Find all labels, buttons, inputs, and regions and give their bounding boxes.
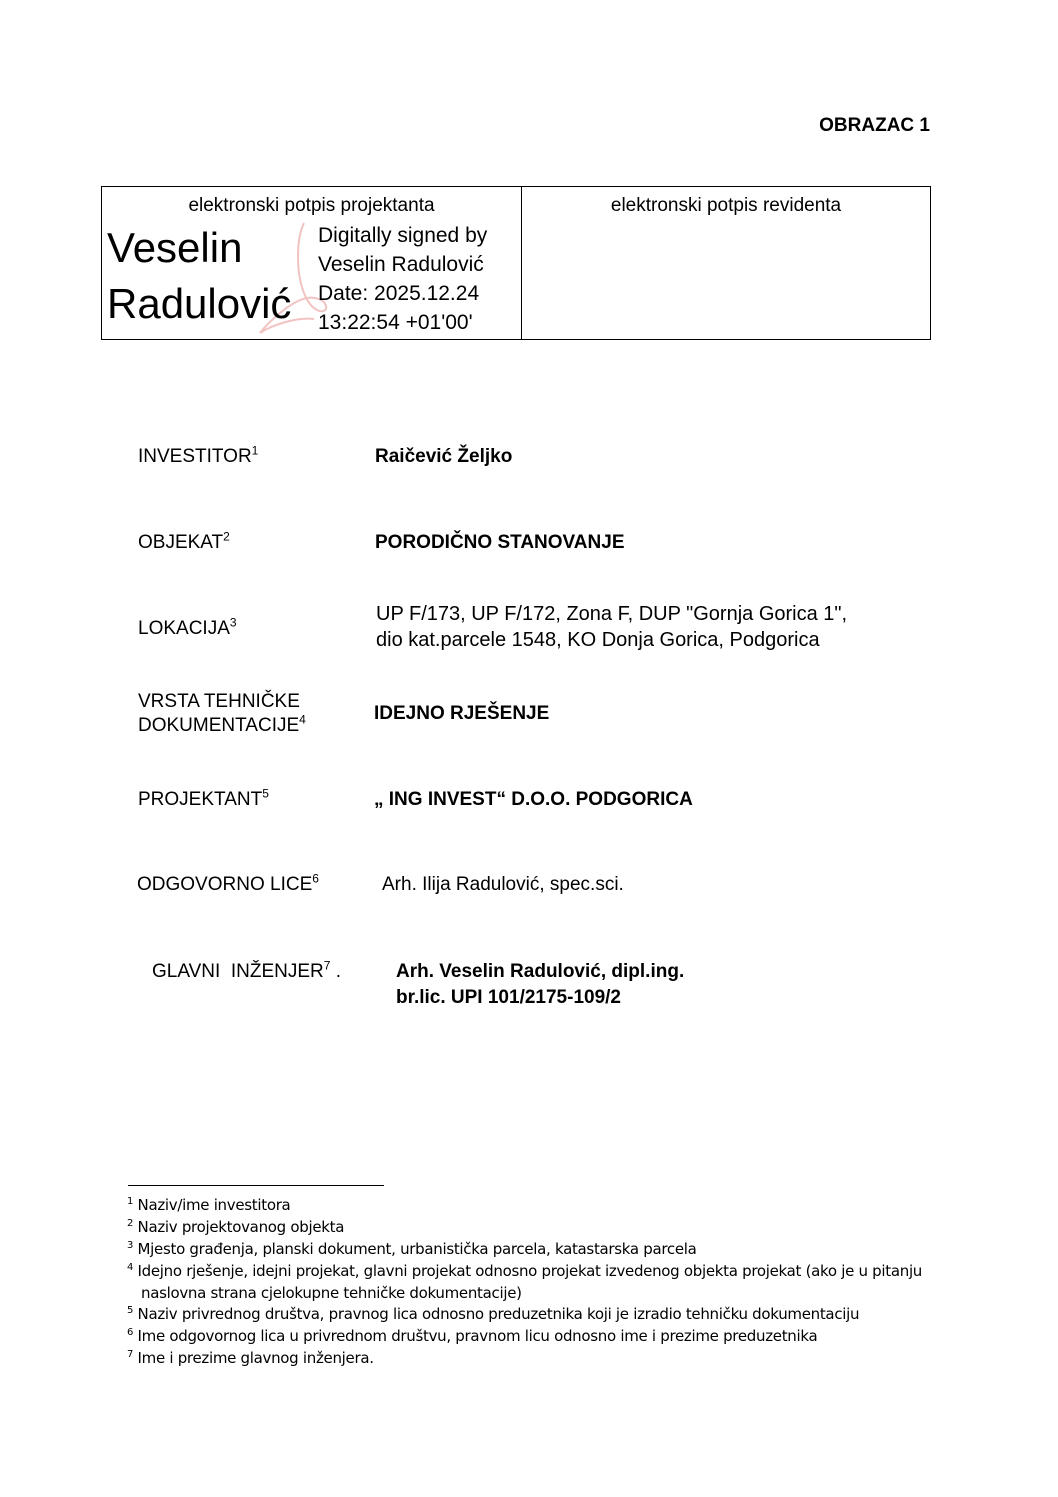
odgovorno-lice-label: ODGOVORNO LICE$^6$ xyxy=(137,871,319,895)
lokacija-label: LOKACIJA$^3$ xyxy=(138,615,237,639)
footnote-ref-7: 7 xyxy=(323,958,331,973)
signed-by-line1: Digitally signed by xyxy=(318,224,488,247)
footnote-2: $^2$ Naziv projektovanog objekta xyxy=(127,1218,345,1236)
signature-table xyxy=(101,186,931,340)
reviewer-signature-header: elektronski potpis revidenta xyxy=(610,195,842,216)
footnote-6: $^6$ Ime odgovornog lica u privrednom društvu, pravnom licu odnosno ime i prezime preduzetnika xyxy=(127,1327,818,1345)
footnote-ref-6: 6 xyxy=(312,871,319,886)
objekat-label: OBJEKAT$^2$ xyxy=(138,529,230,553)
vrsta-label-line1: VRSTA TEHNIČKE xyxy=(138,691,300,712)
footnote-1: $^1$ Naziv/ime investitora xyxy=(127,1196,291,1214)
signed-by-line2: Veselin Radulović xyxy=(318,253,484,276)
footnote-4: $^4$ Idejno rješenje, idejni projekat, glavni projekat odnosno projekat izvedenog objekta projekat (ako je u pitanju xyxy=(127,1262,923,1280)
objekat-value: PORODIČNO STANOVANJE xyxy=(375,532,625,553)
footnote-4-continuation: naslovna strana cjelokupne tehničke dokumentacije) xyxy=(141,1284,522,1302)
form-code: OBRAZAC 1 xyxy=(819,115,930,136)
projektant-value: „ ING INVEST“ D.O.O. PODGORICA xyxy=(374,789,693,810)
footnote-ref-4: 4 xyxy=(299,712,306,727)
signature-time: 13:22:54 +01'00' xyxy=(318,311,473,334)
glavni-inzenjer-label: GLAVNI INŽENJER$^7$ . xyxy=(152,958,341,982)
signature-date: Date: 2025.12.24 xyxy=(318,282,480,305)
footnote-3: $^3$ Mjesto građenja, planski dokument, urbanistička parcela, katastarska parcela xyxy=(127,1240,697,1258)
footnote-ref-5: 5 xyxy=(262,786,269,801)
designer-signature-header: elektronski potpis projektanta xyxy=(188,195,435,216)
footnote-separator xyxy=(128,1185,384,1186)
footnote-ref-2: 2 xyxy=(223,529,230,544)
signer-name-last: Radulović xyxy=(107,280,292,327)
footnote-5: $^5$ Naziv privrednog društva, pravnog lica odnosno preduzetnika koji je izradio tehničku dokumentaciju xyxy=(127,1305,860,1323)
projektant-label: PROJEKTANT$^5$ xyxy=(138,786,269,810)
footnote-ref-3: 3 xyxy=(229,615,237,630)
signer-name-first: Veselin xyxy=(107,224,243,271)
footnote-7: $^7$ Ime i prezime glavnog inženjera. xyxy=(127,1349,374,1367)
glavni-inzenjer-value-line2: br.lic. UPI 101/2175-109/2 xyxy=(396,987,621,1008)
glavni-inzenjer-value-line1: Arh. Veselin Radulović, dipl.ing. xyxy=(396,961,685,982)
investitor-value: Raičević Željko xyxy=(375,446,513,467)
investitor-label: INVESTITOR$^1$ xyxy=(138,443,259,467)
lokacija-value-line2: dio kat.parcele 1548, KO Donja Gorica, Podgorica xyxy=(376,629,820,651)
vrsta-label-line2: DOKUMENTACIJE$^4$ xyxy=(138,712,306,736)
lokacija-value-line1: UP F/173, UP F/172, Zona F, DUP "Gornja Gorica 1", xyxy=(376,603,848,625)
vrsta-value: IDEJNO RJEŠENJE xyxy=(374,703,550,724)
footnote-ref-1: 1 xyxy=(251,443,259,458)
odgovorno-lice-value: Arh. Ilija Radulović, spec.sci. xyxy=(382,874,624,895)
